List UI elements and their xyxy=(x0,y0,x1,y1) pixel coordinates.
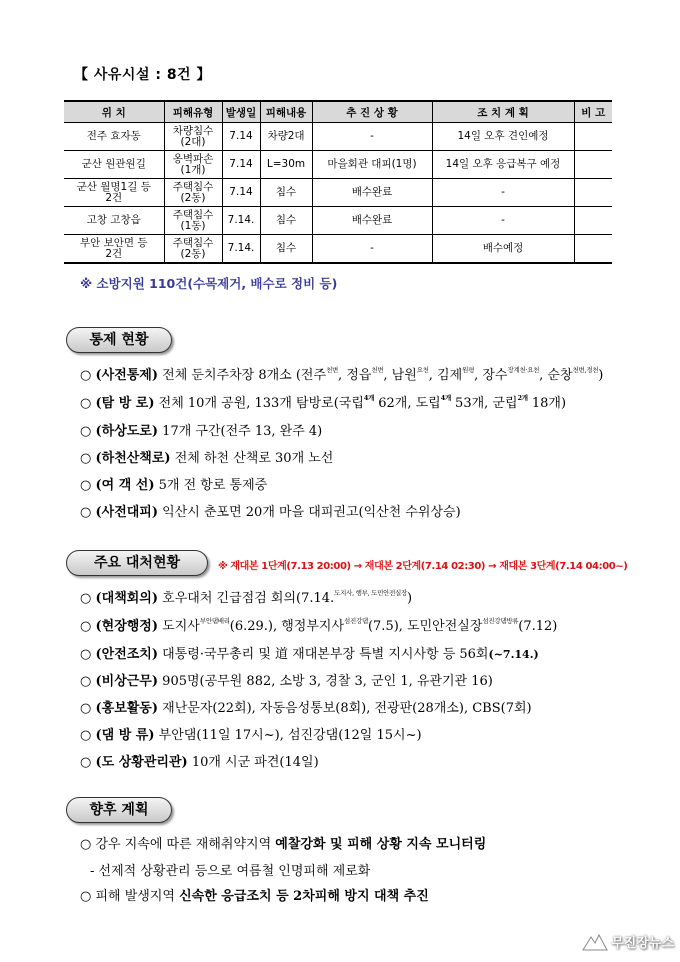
pre-control-text: , 김제 xyxy=(428,368,463,383)
plan-item-1-sub: - 선제적 상황관리 등으로 여름철 인명피해 제로화 xyxy=(90,864,371,879)
sup-note: 요천 xyxy=(416,366,429,374)
bullet: ○ xyxy=(80,424,92,439)
table-header-cell: 조 치 계 획 xyxy=(432,101,574,123)
evacuation-label: (사전대피) xyxy=(95,505,159,520)
bullet: ○ xyxy=(80,837,92,852)
ferry-text: 5개 전 항로 통제중 xyxy=(158,478,268,493)
table-cell: 마을회관 대피(1명) xyxy=(312,151,432,179)
sup-note: 장계천·요천 xyxy=(507,366,540,374)
control-officer-line xyxy=(80,751,319,770)
table-cell xyxy=(574,235,612,264)
watermark-text: 무진장뉴스 xyxy=(611,935,674,951)
bullet: ○ xyxy=(80,674,92,689)
bullet: ○ xyxy=(80,701,92,716)
trail-text: 전체 10개 공원, 133개 탐방로(국립 xyxy=(158,396,364,411)
field-text: (6.29.), 행정부지사 xyxy=(229,619,345,634)
table-row xyxy=(64,123,612,151)
riverside-label: (하천산책로) xyxy=(95,451,171,466)
table-cell-line: (2대) xyxy=(180,135,206,148)
bullet: ○ xyxy=(80,396,92,411)
table-cell xyxy=(64,179,164,207)
table-cell-line: (1개) xyxy=(180,163,206,176)
sup-note: 천변 xyxy=(371,366,384,374)
table-cell xyxy=(164,179,222,207)
emergency-line xyxy=(80,670,493,689)
bullet: ○ xyxy=(80,451,92,466)
table-cell: 7.14 xyxy=(222,179,260,207)
table-body xyxy=(64,123,612,264)
emergency-text: 905명(공무원 882, 소방 3, 경찰 3, 군인 1, 유관기관 16) xyxy=(162,674,493,689)
pre-control-label: (사전통제) xyxy=(95,368,159,383)
pre-control-text: , 남원 xyxy=(383,368,417,383)
plan-item-2-emphasis: 신속한 응급조치 등 2차피해 방지 대책 추진 xyxy=(179,889,429,904)
table-row xyxy=(64,179,612,207)
plan-item-2 xyxy=(80,885,429,904)
table-header-cell: 피해내용 xyxy=(260,101,312,123)
table-cell xyxy=(574,179,612,207)
safety-date: (~7.14.) xyxy=(488,648,539,661)
sup-note: 천변 xyxy=(326,366,339,374)
sup-note: 원평 xyxy=(462,366,475,374)
table-cell-line: (2동) xyxy=(180,191,206,204)
table-cell: - xyxy=(432,179,574,207)
table-cell-line: 주택침수 xyxy=(172,180,214,193)
trail-line xyxy=(80,392,566,411)
table-cell: 7.14. xyxy=(222,235,260,264)
field-text: (7.5), 도민안전실장 xyxy=(367,619,483,634)
ferry-label: (여 객 선) xyxy=(95,478,155,493)
table-cell xyxy=(574,123,612,151)
bullet: ○ xyxy=(80,647,92,662)
table-cell: 군산 원관원길 xyxy=(64,151,164,179)
control-status-heading: 통제 현황 xyxy=(66,327,172,353)
table-cell: 고창 고창읍 xyxy=(64,207,164,235)
control-officer-text: 10개 시군 파견(14일) xyxy=(191,755,319,770)
facility-damage-table xyxy=(64,100,612,264)
safety-text: 대통령·국무총리 및 道 재대본부장 특별 지시사항 등 56회 xyxy=(162,647,489,662)
riverside-text: 전체 하천 산책로 30개 노선 xyxy=(174,451,334,466)
facility-section-title: 【 사유시설 : 8건 】 xyxy=(74,67,211,83)
table-header-cell: 추 진 상 황 xyxy=(312,101,432,123)
control-officer-label: (도 상황관리관) xyxy=(95,755,188,770)
table-header-row xyxy=(64,101,612,123)
table-cell-line: 2건 xyxy=(105,247,123,260)
evacuation-text: 익산시 춘포면 20개 마을 대피권고(익산천 수위상승) xyxy=(162,505,461,520)
sup-note: 2개 xyxy=(517,394,528,402)
bullet: ○ xyxy=(80,478,92,493)
field-line xyxy=(80,615,557,634)
table-cell: - xyxy=(312,235,432,264)
meeting-text: ) xyxy=(407,591,413,606)
plan-item-2-text: 피해 발생지역 xyxy=(95,889,180,904)
field-text: 도지사 xyxy=(162,619,200,634)
table-cell: 침수 xyxy=(260,235,312,264)
meeting-text: 호우대처 긴급점검 회의(7.14. xyxy=(162,591,335,606)
table-cell: L=30m xyxy=(260,151,312,179)
pr-label: (홍보활동) xyxy=(95,701,159,716)
future-plan-heading: 향후 계획 xyxy=(66,797,172,823)
underpass-text: 17개 구간(전주 13, 완주 4) xyxy=(162,424,323,439)
table-header-cell: 비 고 xyxy=(574,101,612,123)
table-cell xyxy=(164,207,222,235)
mountain-logo-icon xyxy=(582,930,608,952)
table-cell: 14일 오후 견인예정 xyxy=(432,123,574,151)
table-cell-line: 군산 월명1길 등 xyxy=(76,180,151,193)
table-header-cell: 피해유형 xyxy=(164,101,222,123)
table-cell-line: (1동) xyxy=(180,219,206,232)
plan-item-1-emphasis: 예찰강화 및 피해 상황 지속 모니터링 xyxy=(275,837,487,852)
response-status-heading: 주요 대처현황 xyxy=(66,550,208,576)
bullet: ○ xyxy=(80,728,92,743)
bullet: ○ xyxy=(80,755,92,770)
dam-text: 부안댐(11일 17시~), 섬진강댐(12일 15시~) xyxy=(158,728,422,743)
underpass-label: (하상도로) xyxy=(95,424,159,439)
table-cell: 7.14 xyxy=(222,151,260,179)
ferry-line xyxy=(80,474,267,493)
underpass-line xyxy=(80,420,322,439)
table-row xyxy=(64,151,612,179)
table-cell: 7.14. xyxy=(222,207,260,235)
plan-item-1 xyxy=(80,833,486,852)
table-cell: 7.14 xyxy=(222,123,260,151)
sup-note: 부안댐배리 xyxy=(199,617,230,625)
table-cell: - xyxy=(312,123,432,151)
bullet: ○ xyxy=(80,591,92,606)
sup-note: 4개 xyxy=(363,394,375,402)
table-cell-line: 2건 xyxy=(105,191,123,204)
table-row xyxy=(64,235,612,264)
bullet: ○ xyxy=(80,889,92,904)
table-cell xyxy=(164,151,222,179)
pr-line xyxy=(80,697,532,716)
table-row xyxy=(64,207,612,235)
fire-support-note: ※ 소방지원 110건(수목제거, 배수로 정비 등) xyxy=(80,276,338,291)
table-cell-line: 차량침수 xyxy=(172,124,214,137)
watermark xyxy=(582,930,674,952)
meeting-label: (대책회의) xyxy=(95,591,159,606)
table-cell: 침수 xyxy=(260,179,312,207)
bullet: ○ xyxy=(80,619,92,634)
table-cell: 배수예정 xyxy=(432,235,574,264)
sup-note: 섬진강댐방류 xyxy=(482,617,519,625)
pre-control-text: 전체 둔치주차장 8개소 (전주 xyxy=(162,368,327,383)
riverside-line xyxy=(80,447,333,466)
dam-label: (댐 방 류) xyxy=(95,728,155,743)
table-cell xyxy=(574,151,612,179)
table-cell-line: 옹벽파손 xyxy=(172,152,214,165)
safety-label: (안전조치) xyxy=(95,647,159,662)
table-header-cell: 위 치 xyxy=(64,101,164,123)
table-cell-line: 부안 보안면 등 xyxy=(79,236,148,249)
table-cell-line: 주택침수 xyxy=(172,208,214,221)
trail-text: 18개) xyxy=(527,396,567,411)
table-cell: 전주 효자동 xyxy=(64,123,164,151)
trail-text: 53개, 군립 xyxy=(450,396,518,411)
field-text: (7.12) xyxy=(518,619,558,634)
sup-note: 천변,경천 xyxy=(572,366,599,374)
pr-text: 재난문자(22회), 자동음성통보(8회), 전광판(28개소), CBS(7회) xyxy=(162,701,532,716)
pre-control-text: , 정읍 xyxy=(338,368,372,383)
stage-note: ※ 재대본 1단계(7.13 20:00) → 재대본 2단계(7.14 02:30) → 재대본 3단계(7.14 04:00~) xyxy=(218,561,628,572)
table-cell: 침수 xyxy=(260,207,312,235)
pre-control-text: , 장수 xyxy=(474,368,508,383)
bullet: ○ xyxy=(80,505,92,520)
table-cell xyxy=(164,235,222,264)
table-cell xyxy=(164,123,222,151)
table-cell xyxy=(574,207,612,235)
sup-note: 4개 xyxy=(440,394,451,402)
table-cell: 배수완료 xyxy=(312,207,432,235)
table-cell-line: (2동) xyxy=(180,247,206,260)
sup-note: 도지사, 행부, 도민안전실장 xyxy=(334,589,408,597)
table-header-cell: 발생일 xyxy=(222,101,260,123)
pre-control-line xyxy=(80,364,603,383)
trail-text: 62개, 도립 xyxy=(374,396,441,411)
dam-line xyxy=(80,724,422,743)
table-cell: 14일 오후 응급복구 예정 xyxy=(432,151,574,179)
plan-item-1-text: 강우 지속에 따른 재해취약지역 xyxy=(95,837,276,852)
table-cell: 차량2대 xyxy=(260,123,312,151)
field-label: (현장행정) xyxy=(95,619,159,634)
sup-note: 섬진강댐 xyxy=(344,617,368,625)
table-cell: - xyxy=(432,207,574,235)
table-cell xyxy=(64,235,164,264)
bullet: ○ xyxy=(80,368,92,383)
pre-control-text: ) xyxy=(598,368,604,383)
trail-label: (탐 방 로) xyxy=(95,396,155,411)
evacuation-line xyxy=(80,501,461,520)
meeting-line xyxy=(80,587,412,606)
emergency-label: (비상근무) xyxy=(95,674,159,689)
safety-line xyxy=(80,643,539,662)
table-cell: 배수완료 xyxy=(312,179,432,207)
pre-control-text: , 순창 xyxy=(539,368,573,383)
table-cell-line: 주택침수 xyxy=(172,236,214,249)
